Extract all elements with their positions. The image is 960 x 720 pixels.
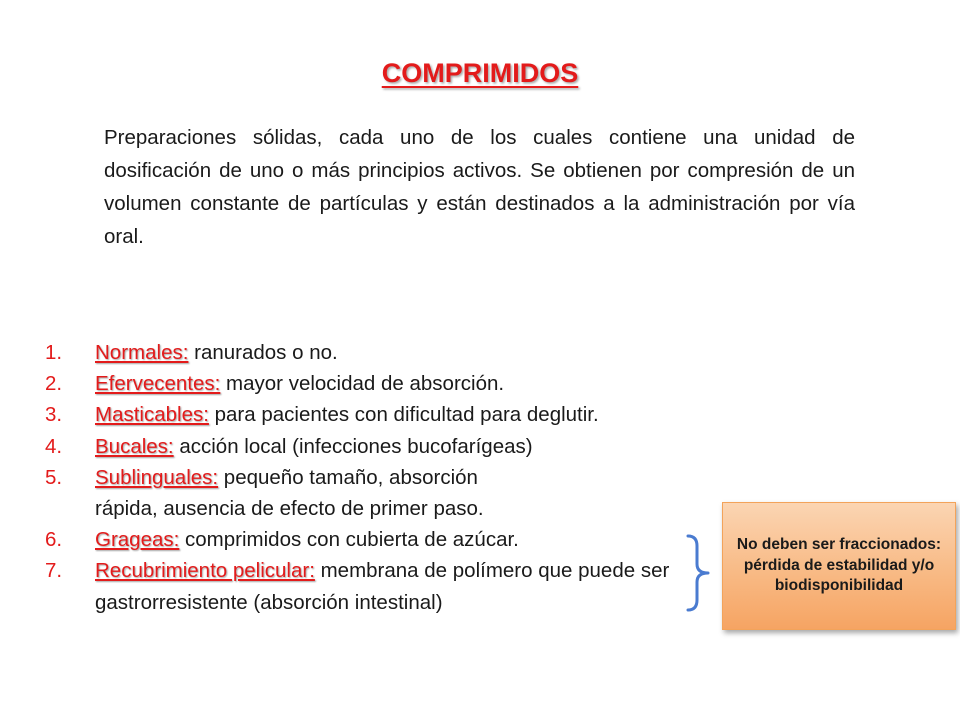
list-item [45,399,725,430]
list-item [45,368,725,399]
type-description: comprimidos con cubierta de azúcar. [179,528,519,552]
list-item [45,555,725,617]
type-term: Grageas: [95,528,180,552]
bracket-shape [688,536,708,610]
type-description: mayor velocidad de absorción. [220,372,505,396]
type-description: membrana de polímero que puede ser gastrorresistente (absorción intestinal) [95,559,670,614]
type-term: Sublinguales: [95,465,219,489]
list-number: 6. [45,528,63,552]
list-number: 3. [45,403,63,427]
list-item [45,431,725,462]
type-description: para pacientes con dificultad para deglutir. [208,403,599,427]
slide-title: COMPRIMIDOS [381,58,579,88]
type-term: Normales: [95,341,189,364]
list-number: 1. [45,341,63,364]
list-number: 5. [45,465,63,489]
type-description: ranurados o no. [188,341,338,364]
list-item [45,524,725,555]
intro-paragraph: Preparaciones sólidas, cada uno de los cuales contiene una unidad de dosificación de uno o más principios activos. Se obtienen por compresión de un volumen constante de partículas y están destinados a la administración por vía oral. [104,126,855,248]
type-term: Efervecentes: [95,372,221,396]
note-box [722,502,956,630]
tablet-types-list [45,337,725,618]
list-number: 7. [45,559,63,583]
type-description: acción local (infecciones bucofarígeas) [173,434,533,458]
type-term: Masticables: [95,403,209,427]
list-item [45,462,725,524]
type-description: pequeño tamaño, absorción rápida, ausencia de efecto de primer paso. [95,465,484,521]
list-number: 4. [45,434,63,458]
list-number: 2. [45,372,63,396]
note-text: No deben ser fraccionados: pérdida de estabilidad y/o biodisponibilidad [736,536,942,595]
list-item [45,337,725,368]
type-term: Recubrimiento pelicular: [95,559,315,583]
type-term: Bucales: [95,434,174,458]
